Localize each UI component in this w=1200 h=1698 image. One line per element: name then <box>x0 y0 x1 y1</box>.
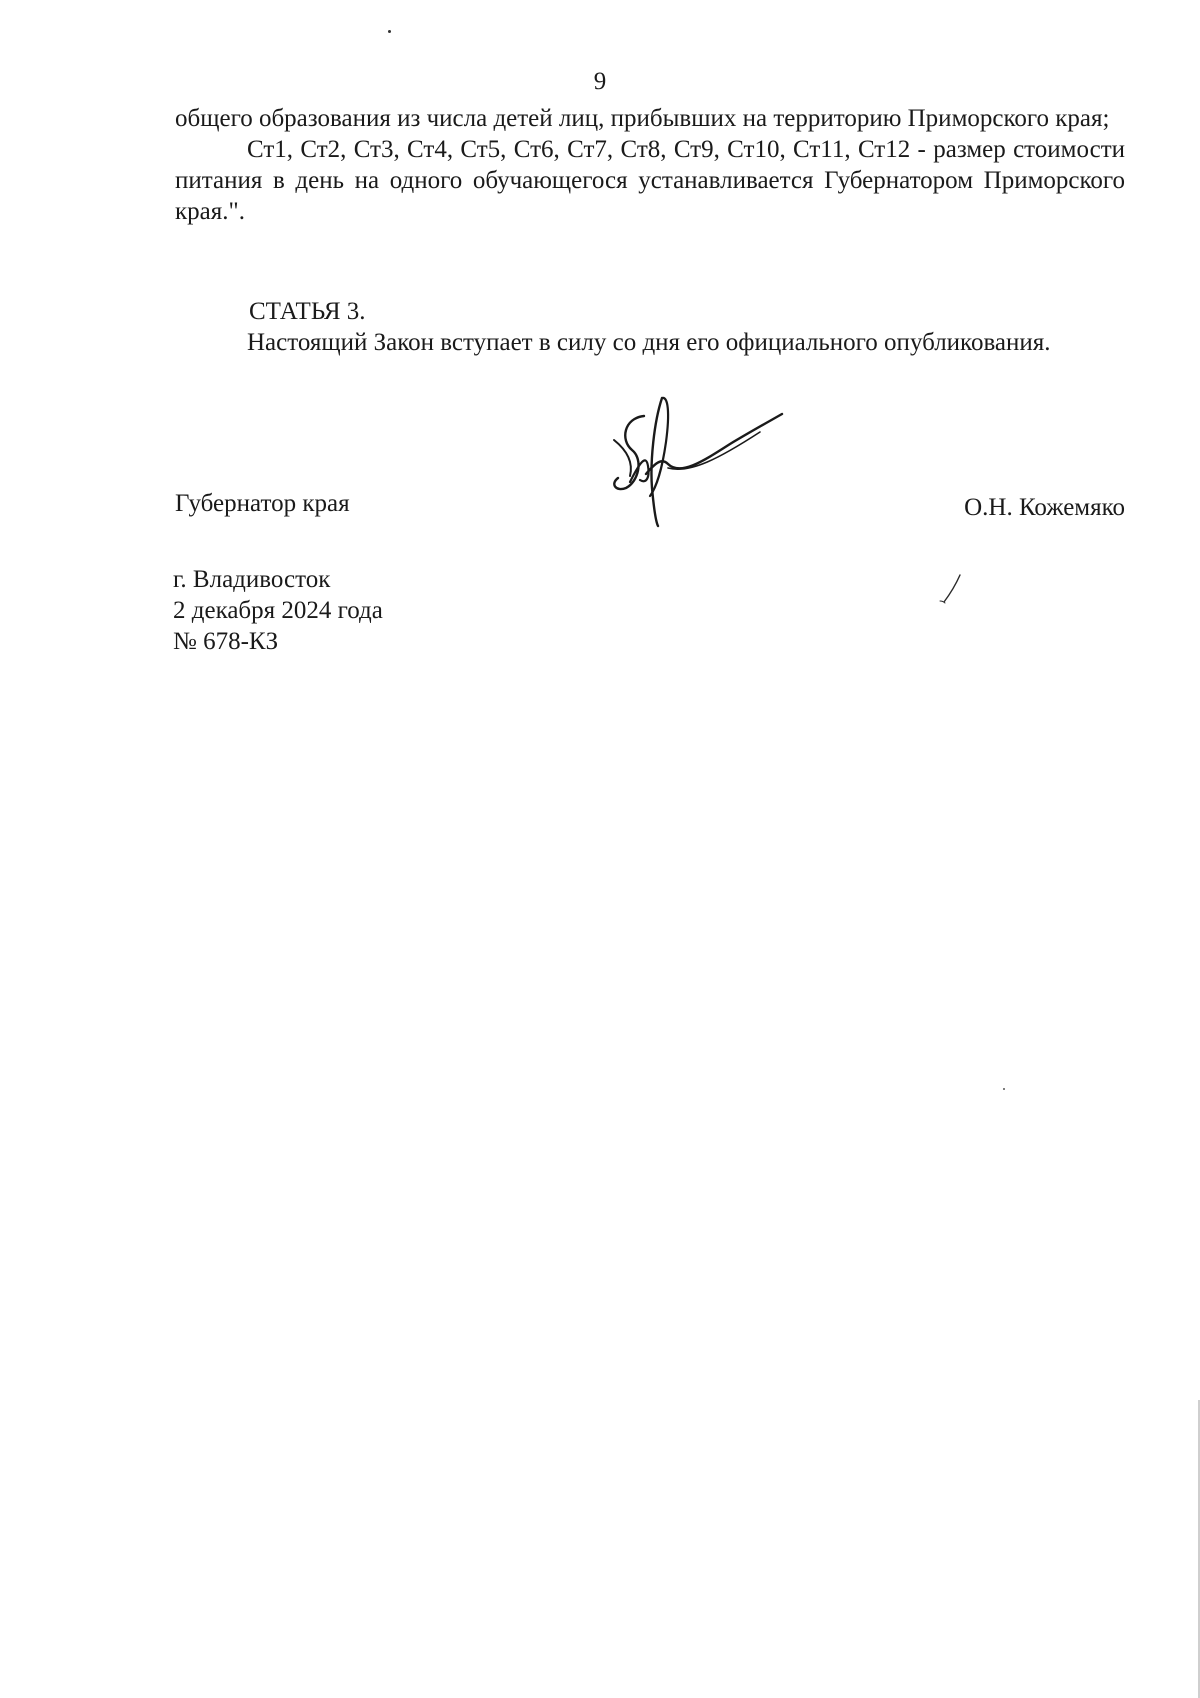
article-text: Настоящий Закон вступает в силу со дня его официального опубликования. <box>247 329 1051 356</box>
scan-dot <box>1003 1088 1005 1090</box>
paragraph-coefficients: Ст1, Ст2, Ст3, Ст4, Ст5, Ст6, Ст7, Ст8, Ст9, Ст10, Ст11, Ст12 - размер стоимости питания в день на одного обучающегося устанавливается Губернатором Приморского края.". <box>175 136 1125 225</box>
scan-dot <box>388 30 391 33</box>
paragraph-continued: общего образования из числа детей лиц, прибывших на территорию Приморского края; <box>175 105 1110 132</box>
signer-position: Губернатор края <box>175 490 350 517</box>
law-number: № 678-КЗ <box>173 628 279 655</box>
handwritten-signature <box>610 392 800 532</box>
signing-date: 2 декабря 2024 года <box>173 597 383 624</box>
pen-stroke-mark <box>936 572 966 606</box>
signer-name: О.Н. Кожемяко <box>964 494 1125 521</box>
article-3 <box>175 296 1125 358</box>
city: г. Владивосток <box>173 566 331 593</box>
body-continuation <box>175 103 1125 227</box>
page-number: 9 <box>593 68 607 95</box>
document-footer <box>173 564 383 657</box>
article-title: СТАТЬЯ 3. <box>249 298 366 325</box>
